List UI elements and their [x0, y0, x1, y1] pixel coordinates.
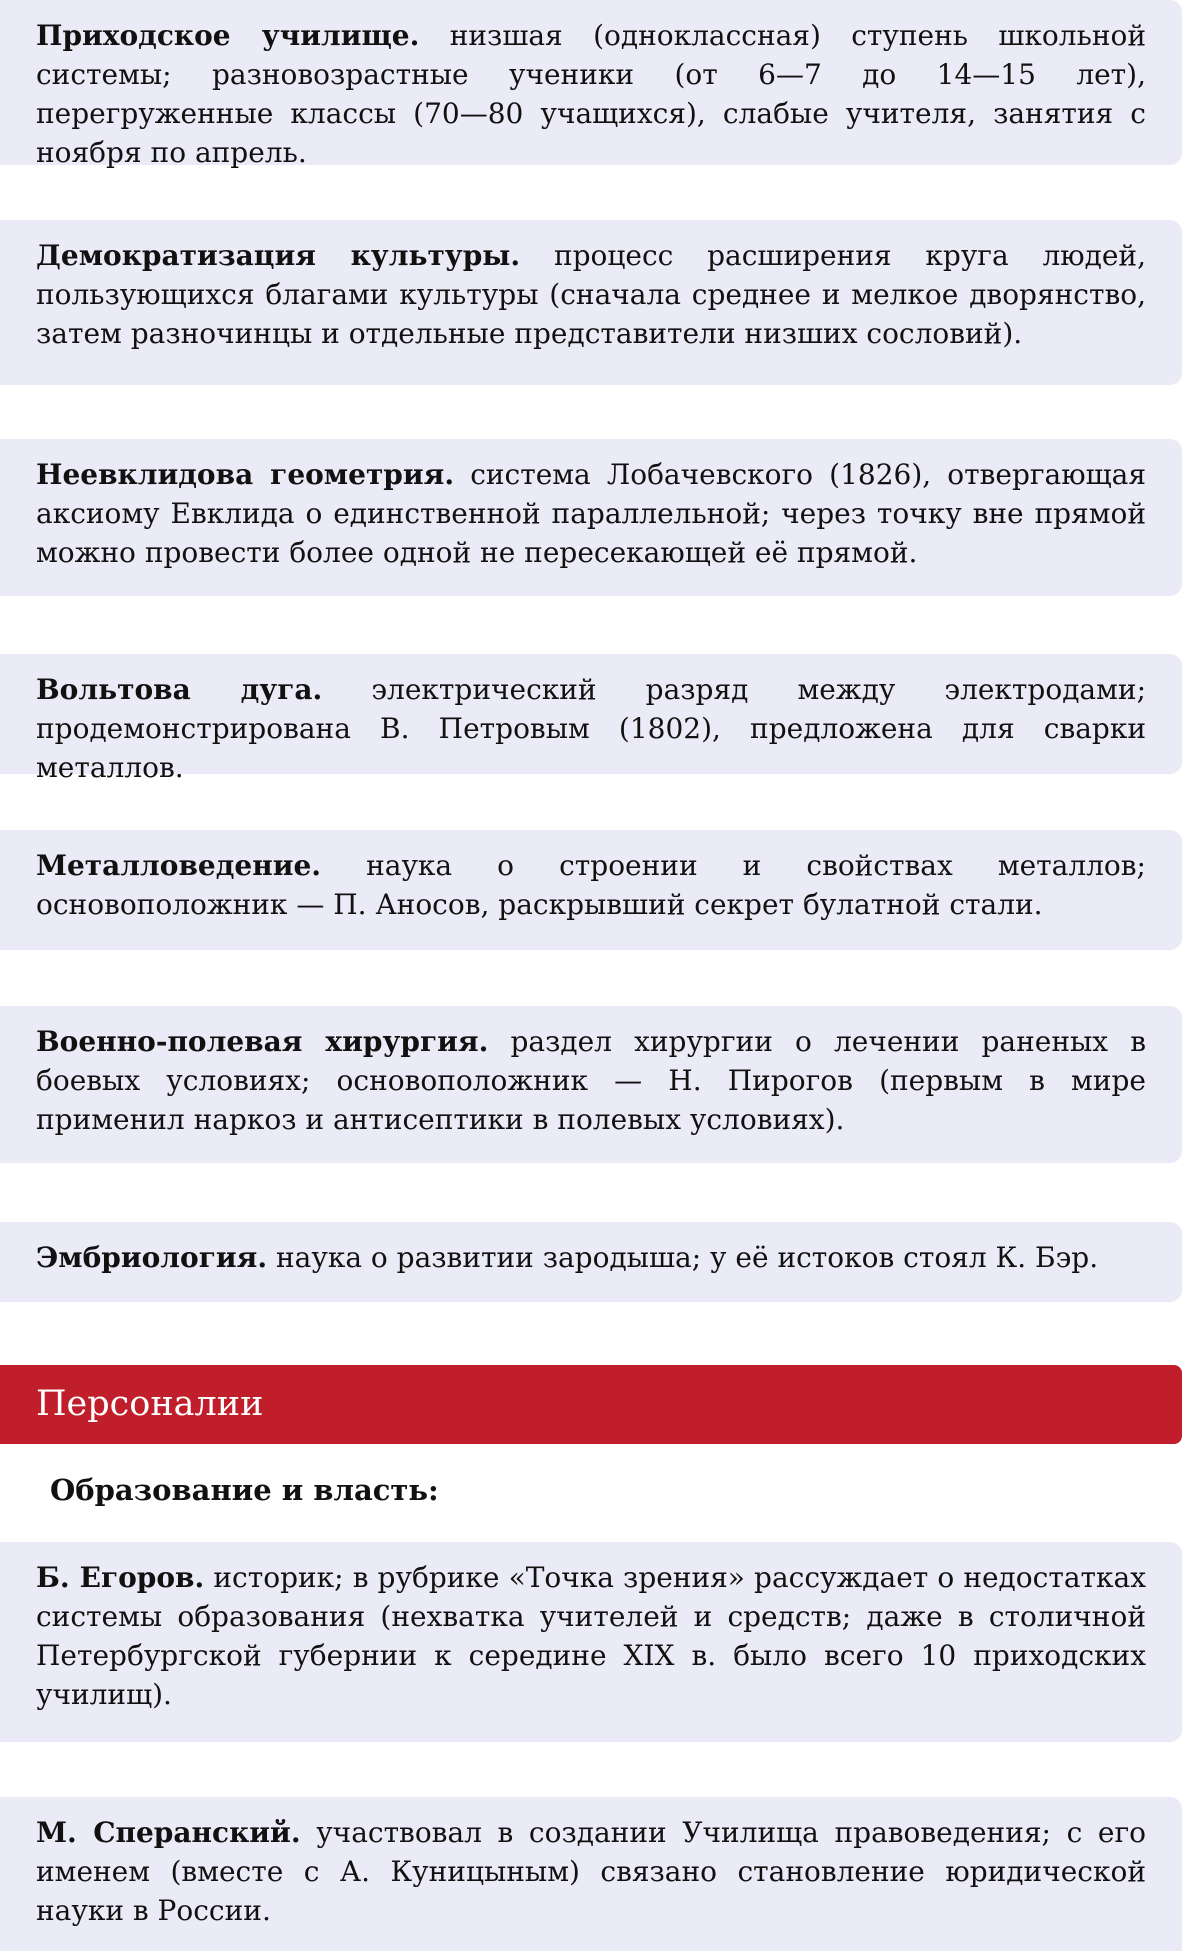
term-definition: низшая (одноклассная) ступень школьной системы; разновозрастные ученики (от 6—7 до 14—15 лет), перегруженные классы (70—80 учащихся), слабые учителя, занятия с ноября по апрель. [36, 19, 1146, 169]
term-card-voltaic-arc [0, 654, 1182, 784]
term-card-metallurgy [0, 830, 1182, 950]
term-definition: раздел хирургии о лечении раненых в боевых условиях; основоположник — Н. Пирогов (первым в мире применил наркоз и антисептики в полевых условиях). [36, 1025, 1146, 1136]
term-definition: наука о строении и свойствах металлов; основоположник — П. Аносов, раскрывший секрет булатной стали. [36, 849, 1146, 921]
term-title: Военно-полевая хирургия. [36, 1025, 489, 1058]
term-title: Металловедение. [36, 849, 322, 882]
term-title: Демократизация культуры. [36, 239, 521, 272]
term-card-democratization [0, 220, 1182, 385]
term-definition: электрический разряд между электродами; продемонстрирована В. Петровым (1802), предложена для сварки металлов. [36, 673, 1146, 784]
term-definition: наука о развитии зародыша; у её истоков стоял К. Бэр. [275, 1241, 1099, 1274]
term-card-field-surgery [0, 1006, 1182, 1163]
term-definition: процесс расширения круга людей, пользующихся благами культуры (сначала среднее и мелкое дворянство, затем разночинцы и отдельные представители низших сословий). [36, 239, 1146, 350]
term-title: Эмбриология. [36, 1241, 268, 1274]
person-description: участвовал в создании Училища правоведения; с его именем (вместе с А. Куницыным) связано становление юридической науки в России. [36, 1816, 1146, 1927]
term-card-parish-school [0, 0, 1182, 169]
section-subheading: Образование и власть: [50, 1473, 439, 1507]
person-name: М. Сперанский. [36, 1816, 301, 1849]
term-card-non-euclidean [0, 439, 1182, 596]
term-title: Вольтова дуга. [36, 673, 323, 706]
person-card-egorov [0, 1542, 1182, 1742]
section-header-personalities: Персоналии [0, 1365, 1182, 1444]
person-card-speransky [0, 1797, 1182, 1951]
term-title: Приходское училище. [36, 19, 420, 52]
term-title: Неевклидова геометрия. [36, 458, 455, 491]
term-definition: система Лобачевского (1826), отвергающая аксиому Евклида о единственной параллельной; через точку вне прямой можно провести более одной не пересекающей её прямой. [36, 458, 1146, 569]
person-name: Б. Егоров. [36, 1561, 205, 1594]
person-description: историк; в рубрике «Точка зрения» рассуждает о недостатках системы образования (нехватка учителей и средств; даже в столичной Петербургской губернии к середине XIX в. было всего 10 приходских училищ). [36, 1561, 1146, 1711]
term-card-embryology [0, 1222, 1182, 1302]
